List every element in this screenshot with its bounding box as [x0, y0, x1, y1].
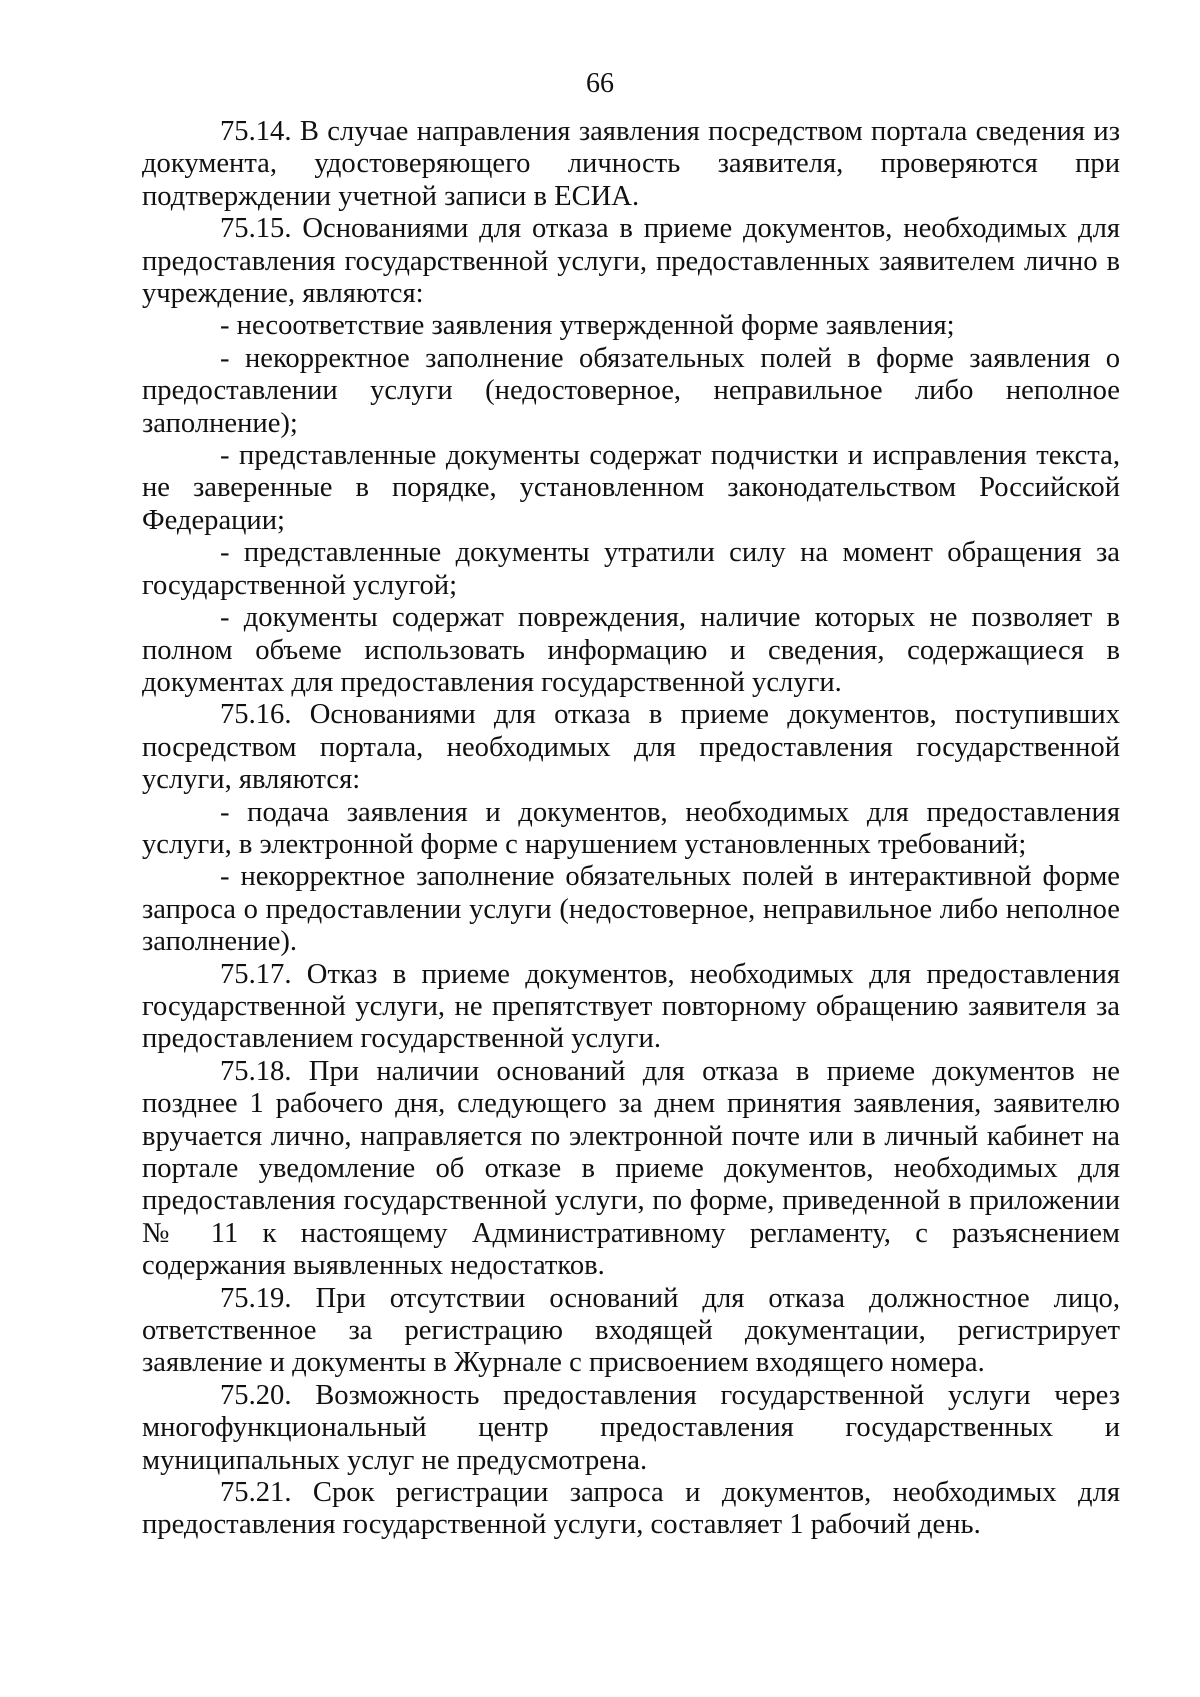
- paragraph-75-14: 75.14. В случае направления заявления посредством портала сведения из документа, удостоверяющего личность заявителя, проверяются при подтверждении учетной записи в ЕСИА.: [142, 116, 1120, 212]
- list-item-interactive-form: - некорректное заполнение обязательных полей в интерактивной форме запроса о предоставлении услуги (недостоверное, неправильное либо неполное заполнение).: [142, 861, 1120, 958]
- paragraph-75-18: 75.18. При наличии оснований для отказа в приеме документов не позднее 1 рабочего дня, следующего за днем принятия заявления, заявителю вручается лично, направляется по электронной почте или в личный кабинет на портале уведомление об отказе в приеме документов, необходимых для предоставления государственной услуги, по форме, приведенной в приложении № 11 к настоящему Административному регламенту, с разъяснением содержания выявленных недостатков.: [142, 1055, 1120, 1282]
- page-number: 66: [586, 68, 614, 99]
- paragraph-75-21: 75.21. Срок регистрации запроса и документов, необходимых для предоставления государственной услуги, составляет 1 рабочий день.: [142, 1477, 1120, 1541]
- paragraph-75-16: 75.16. Основаниями для отказа в приеме документов, поступивших посредством портала, необходимых для предоставления государственной услуги, являются:: [142, 699, 1120, 796]
- paragraph-75-15: 75.15. Основаниями для отказа в приеме документов, необходимых для предоставления государственной услуги, предоставленных заявителем лично в учреждение, являются:: [142, 213, 1120, 310]
- list-item-damaged-documents: - документы содержат повреждения, наличие которых не позволяет в полном объеме использовать информацию и сведения, содержащиеся в документах для предоставления государственной услуги.: [142, 602, 1120, 698]
- paragraph-75-20: 75.20. Возможность предоставления государственной услуги через многофункциональный центр предоставления государственных и муниципальных услуг не предусмотрена.: [142, 1379, 1120, 1476]
- list-item-incorrect-fields: - некорректное заполнение обязательных полей в форме заявления о предоставлении услуги (недостоверное, неправильное либо неполное заполнение);: [142, 342, 1120, 439]
- list-item-expired-documents: - представленные документы утратили силу на момент обращения за государственной услугой;: [142, 537, 1120, 601]
- list-item-erasures: - представленные документы содержат подчистки и исправления текста, не заверенные в порядке, установленном законодательством Российской Федерации;: [142, 440, 1120, 536]
- list-item-form-mismatch: - несоответствие заявления утвержденной форме заявления;: [220, 310, 955, 342]
- paragraph-75-17: 75.17. Отказ в приеме документов, необходимых для предоставления государственной услуги, не препятствует повторному обращению заявителя за предоставлением государственной услуги.: [142, 958, 1120, 1055]
- list-item-electronic-violation: - подача заявления и документов, необходимых для предоставления услуги, в электронной форме с нарушением установленных требований;: [142, 796, 1120, 860]
- paragraph-75-19: 75.19. При отсутствии оснований для отказа должностное лицо, ответственное за регистрацию входящей документации, регистрирует заявление и документы в Журнале с присвоением входящего номера.: [142, 1282, 1120, 1379]
- document-body: [142, 116, 1120, 1542]
